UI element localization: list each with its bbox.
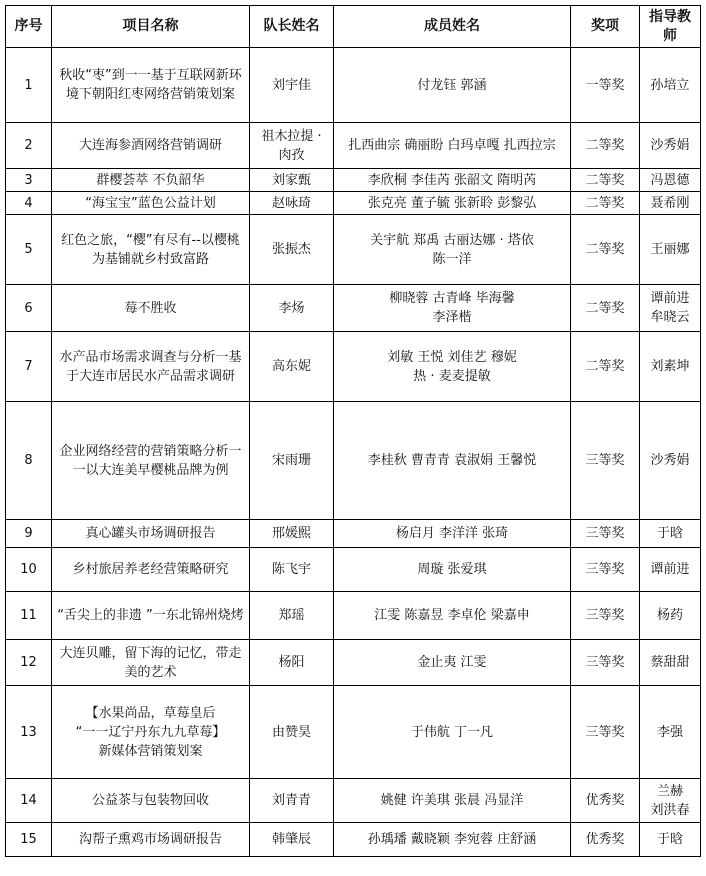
cell-members: 李桂秋 曹青青 袁淑娟 王馨悦 <box>334 402 571 520</box>
cell-members: 姚健 许美琪 张晨 冯显洋 <box>334 779 571 823</box>
cell-members: 刘敏 王悦 刘佳艺 穆妮 热 · 麦麦提敏 <box>334 332 571 402</box>
cell-members: 周璇 张爱琪 <box>334 548 571 592</box>
cell-members: 扎西曲宗 确丽盼 白玛卓嘎 扎西拉宗 <box>334 123 571 169</box>
cell-captain: 张振杰 <box>250 215 334 285</box>
cell-project: “海宝宝”蓝色公益计划 <box>52 192 250 215</box>
cell-no: 3 <box>6 169 52 192</box>
cell-captain: 杨阳 <box>250 640 334 686</box>
cell-project: 真心罐头市场调研报告 <box>52 520 250 548</box>
table-row <box>6 640 701 686</box>
cell-advisor: 沙秀娟 <box>640 402 701 520</box>
cell-captain: 由赞昊 <box>250 686 334 779</box>
table-row <box>6 548 701 592</box>
cell-no: 5 <box>6 215 52 285</box>
cell-no: 11 <box>6 592 52 640</box>
cell-advisor: 于晗 <box>640 823 701 857</box>
cell-captain: 韩肇辰 <box>250 823 334 857</box>
cell-project: 公益茶与包装物回收 <box>52 779 250 823</box>
cell-advisor: 王丽娜 <box>640 215 701 285</box>
cell-award: 优秀奖 <box>571 823 640 857</box>
cell-project: 水产品市场需求调查与分析一基于大连市居民水产品需求调研 <box>52 332 250 402</box>
cell-no: 1 <box>6 48 52 123</box>
cell-award: 三等奖 <box>571 548 640 592</box>
cell-no: 6 <box>6 285 52 332</box>
cell-advisor: 杨药 <box>640 592 701 640</box>
table-row <box>6 332 701 402</box>
table-row <box>6 686 701 779</box>
cell-no: 7 <box>6 332 52 402</box>
cell-captain: 高东妮 <box>250 332 334 402</box>
cell-members: 付龙钰 郭涵 <box>334 48 571 123</box>
cell-award: 二等奖 <box>571 215 640 285</box>
cell-members: 李欣桐 李佳芮 张韶文 隋明芮 <box>334 169 571 192</box>
table-row <box>6 169 701 192</box>
cell-advisor: 谭前进 牟晓云 <box>640 285 701 332</box>
cell-captain: 刘青青 <box>250 779 334 823</box>
header-project: 项目名称 <box>52 6 250 48</box>
cell-advisor: 李强 <box>640 686 701 779</box>
cell-award: 优秀奖 <box>571 779 640 823</box>
table-row <box>6 823 701 857</box>
cell-members: 张克亮 董子毓 张新聆 彭黎弘 <box>334 192 571 215</box>
cell-advisor: 兰赫 刘洪春 <box>640 779 701 823</box>
cell-advisor: 谭前进 <box>640 548 701 592</box>
cell-project: 群樱荟萃 不负韶华 <box>52 169 250 192</box>
cell-award: 二等奖 <box>571 332 640 402</box>
cell-award: 三等奖 <box>571 686 640 779</box>
cell-captain: 刘宇佳 <box>250 48 334 123</box>
cell-no: 10 <box>6 548 52 592</box>
cell-members: 柳晓蓉 古青峰 毕海馨 李泽楷 <box>334 285 571 332</box>
cell-project: 乡村旅居养老经营策略研究 <box>52 548 250 592</box>
header-members: 成员姓名 <box>334 6 571 48</box>
cell-members: 于伟航 丁一凡 <box>334 686 571 779</box>
header-row <box>6 6 701 48</box>
cell-captain: 祖木拉提 · 肉孜 <box>250 123 334 169</box>
cell-members: 关宇航 郑禹 古丽达娜 · 塔依 陈一洋 <box>334 215 571 285</box>
cell-project: 大连贝雕，留下海的记忆，带走美的艺术 <box>52 640 250 686</box>
cell-award: 二等奖 <box>571 285 640 332</box>
table-row <box>6 285 701 332</box>
cell-advisor: 聂希刚 <box>640 192 701 215</box>
cell-advisor: 于晗 <box>640 520 701 548</box>
cell-award: 二等奖 <box>571 169 640 192</box>
cell-award: 三等奖 <box>571 402 640 520</box>
cell-members: 江雯 陈嘉昱 李卓伦 梁嘉申 <box>334 592 571 640</box>
cell-no: 9 <box>6 520 52 548</box>
cell-no: 12 <box>6 640 52 686</box>
cell-members: 金止夷 江雯 <box>334 640 571 686</box>
table-row <box>6 215 701 285</box>
cell-captain: 陈飞宇 <box>250 548 334 592</box>
cell-advisor: 沙秀娟 <box>640 123 701 169</box>
table-row <box>6 779 701 823</box>
cell-no: 2 <box>6 123 52 169</box>
header-captain: 队长姓名 <box>250 6 334 48</box>
cell-award: 二等奖 <box>571 123 640 169</box>
table-row <box>6 192 701 215</box>
cell-no: 13 <box>6 686 52 779</box>
cell-captain: 宋雨珊 <box>250 402 334 520</box>
cell-advisor: 孙培立 <box>640 48 701 123</box>
cell-project: 秋收“枣”到一一基于互联网新环境下朝阳红枣网络营销策划案 <box>52 48 250 123</box>
table-row <box>6 520 701 548</box>
cell-advisor: 刘素坤 <box>640 332 701 402</box>
cell-project: 【水果尚品，草莓皇后 “一一辽宁丹东九九草莓】 新媒体营销策划案 <box>52 686 250 779</box>
table-row <box>6 402 701 520</box>
cell-project: 沟帮子熏鸡市场调研报告 <box>52 823 250 857</box>
cell-project: 莓不胜收 <box>52 285 250 332</box>
cell-captain: 刘家甄 <box>250 169 334 192</box>
table-row <box>6 48 701 123</box>
cell-project: “舌尖上的非遗 ”一东北锦州烧烤 <box>52 592 250 640</box>
table-row <box>6 123 701 169</box>
cell-captain: 郑瑶 <box>250 592 334 640</box>
cell-award: 二等奖 <box>571 192 640 215</box>
cell-captain: 赵咏琦 <box>250 192 334 215</box>
cell-award: 一等奖 <box>571 48 640 123</box>
header-no: 序号 <box>6 6 52 48</box>
cell-no: 8 <box>6 402 52 520</box>
cell-no: 15 <box>6 823 52 857</box>
cell-advisor: 冯恩德 <box>640 169 701 192</box>
page-bottom-mask <box>0 868 706 876</box>
cell-no: 14 <box>6 779 52 823</box>
cell-project: 红色之旅，“樱”有尽有--以樱桃为基铺就乡村致富路 <box>52 215 250 285</box>
header-advisor: 指导教师 <box>640 6 701 48</box>
cell-members: 孙瑀璠 戴晓颖 李宛蓉 庄舒涵 <box>334 823 571 857</box>
awards-table <box>5 5 701 857</box>
cell-captain: 李炀 <box>250 285 334 332</box>
table-row <box>6 592 701 640</box>
cell-captain: 邢媛熙 <box>250 520 334 548</box>
cell-award: 三等奖 <box>571 592 640 640</box>
cell-members: 杨启月 李洋洋 张琦 <box>334 520 571 548</box>
cell-advisor: 蔡甜甜 <box>640 640 701 686</box>
header-award: 奖项 <box>571 6 640 48</box>
cell-award: 三等奖 <box>571 520 640 548</box>
cell-award: 三等奖 <box>571 640 640 686</box>
cell-project: 大连海参酒网络营销调研 <box>52 123 250 169</box>
cell-project: 企业网络经营的营销策略分析一一以大连美早樱桃品牌为例 <box>52 402 250 520</box>
cell-no: 4 <box>6 192 52 215</box>
